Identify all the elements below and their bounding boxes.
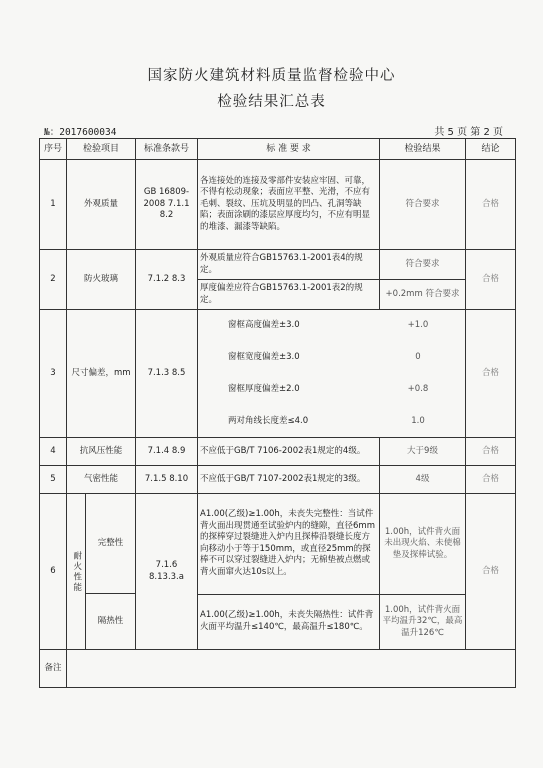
row-no: 1 xyxy=(40,160,67,250)
row-clause: GB 16809-2008 7.1.1 8.2 xyxy=(136,160,198,250)
header-clause: 标准条款号 xyxy=(136,139,198,160)
table-row xyxy=(40,438,516,466)
dimension-result: +1.0 xyxy=(407,320,429,331)
row-conclusion: 合格 xyxy=(466,466,516,494)
dimension-line xyxy=(198,310,466,342)
row-requirement: 不应低于GB/T 7107-2002表1规定的3级。 xyxy=(198,466,380,494)
row-no: 5 xyxy=(40,466,67,494)
row-result: 符合要求 xyxy=(380,160,466,250)
row-no: 2 xyxy=(40,250,67,310)
sub-item-insulation: 隔热性 xyxy=(97,615,124,626)
row-conclusion: 合格 xyxy=(466,310,516,438)
header-requirement: 标 准 要 求 xyxy=(198,139,380,160)
table-row xyxy=(40,494,516,595)
remark-label: 备注 xyxy=(40,650,67,688)
header-no: 序号 xyxy=(40,139,67,160)
dimension-result: +0.8 xyxy=(407,383,429,394)
dimension-result: 1.0 xyxy=(411,415,425,426)
row-item: 外观质量 xyxy=(67,160,136,250)
row-clause: 7.1.5 8.10 xyxy=(136,466,198,494)
row-requirement: A1.00(乙级)≥1.00h，未丧失完整性：当试件背火面出现贯通至试验炉内的缝隙，直径6mm的探棒穿过裂缝进入炉内且探棒沿裂缝长度方向移动小于等于150mm，或直径25mm的探棒不可以穿过裂缝进入炉内；无棉垫被点燃或背火面窜火达10s以上。 xyxy=(198,494,380,595)
header-result: 检验结果 xyxy=(380,139,466,160)
row-result: +0.2mm 符合要求 xyxy=(380,280,466,310)
row-requirement: 外观质量应符合GB15763.1-2001表4的规定。 xyxy=(198,250,380,280)
row-requirement: 厚度偏差应符合GB15763.1-2001表2的规定。 xyxy=(198,280,380,310)
row-conclusion: 合格 xyxy=(466,438,516,466)
remark-row xyxy=(40,650,516,688)
dimension-line xyxy=(198,406,466,438)
row-requirement: 各连接处的连接及零部件安装应牢固、可靠，不得有松动现象；表面应平整、光滑，不应有毛刺、裂纹、压坑及明显的凹凸、孔洞等缺陷；表面涂刷的漆层应厚度均匀，不应有明显的堆漆、漏漆等缺陷。 xyxy=(198,160,380,250)
row-conclusion: 合格 xyxy=(466,250,516,310)
page-info: 共 5 页 第 2 页 xyxy=(434,127,503,138)
row-item-group xyxy=(67,494,136,650)
row-result: 符合要求 xyxy=(380,250,466,280)
table-row xyxy=(40,466,516,494)
sub-item-integrity: 完整性 xyxy=(86,494,135,594)
dimension-result: 0 xyxy=(415,351,421,362)
results-table xyxy=(39,138,516,688)
row-clause: 7.1.3 8.5 xyxy=(136,310,198,438)
dimension-label: 窗框高度偏差±3.0 xyxy=(228,320,300,331)
remark-content xyxy=(67,650,516,688)
row-result: 大于9级 xyxy=(380,438,466,466)
dimension-line xyxy=(198,374,466,406)
table-row xyxy=(40,310,516,342)
row-clause: 7.1.4 8.9 xyxy=(136,438,198,466)
table-header-row xyxy=(40,139,516,160)
document-number: №：2017600034 xyxy=(44,127,117,138)
row-item: 防火玻璃 xyxy=(67,250,136,310)
dimension-line xyxy=(198,342,466,374)
table-row xyxy=(40,160,516,250)
row-requirement: 不应低于GB/T 7106-2002表1规定的4级。 xyxy=(198,438,380,466)
row-result: 1.00h，试件背火面未出现火焰、未使棉垫及探棒试验。 xyxy=(380,494,466,595)
dimension-label: 窗框宽度偏差±3.0 xyxy=(228,351,300,362)
row-requirement: A1.00(乙级)≥1.00h，未丧失隔热性：试件背火面平均温升≤140℃，最高温升≤180℃。 xyxy=(198,594,380,649)
table-row xyxy=(40,250,516,280)
row-item: 气密性能 xyxy=(67,466,136,494)
table-title: 检验结果汇总表 xyxy=(217,94,326,110)
row-clause: 7.1.6 8.13.3.a xyxy=(136,494,198,650)
dimension-label: 两对角线长度差≤4.0 xyxy=(228,415,309,426)
row-item: 抗风压性能 xyxy=(67,438,136,466)
org-title: 国家防火建筑材料质量监督检验中心 xyxy=(147,68,396,84)
fire-resistance-label: 耐火性能 xyxy=(71,550,82,593)
row-item: 尺寸偏差，mm xyxy=(67,310,136,438)
row-no: 6 xyxy=(40,494,67,650)
header-conclusion: 结论 xyxy=(466,139,516,160)
row-result: 1.00h，试件背火面平均温升32℃，最高温升126℃ xyxy=(380,594,466,649)
header-item: 检验项目 xyxy=(67,139,136,160)
row-no: 3 xyxy=(40,310,67,438)
row-result: 4级 xyxy=(380,466,466,494)
dimension-label: 窗框厚度偏差±2.0 xyxy=(228,383,300,394)
row-conclusion: 合格 xyxy=(466,494,516,650)
row-conclusion: 合格 xyxy=(466,160,516,250)
row-no: 4 xyxy=(40,438,67,466)
row-clause: 7.1.2 8.3 xyxy=(136,250,198,310)
